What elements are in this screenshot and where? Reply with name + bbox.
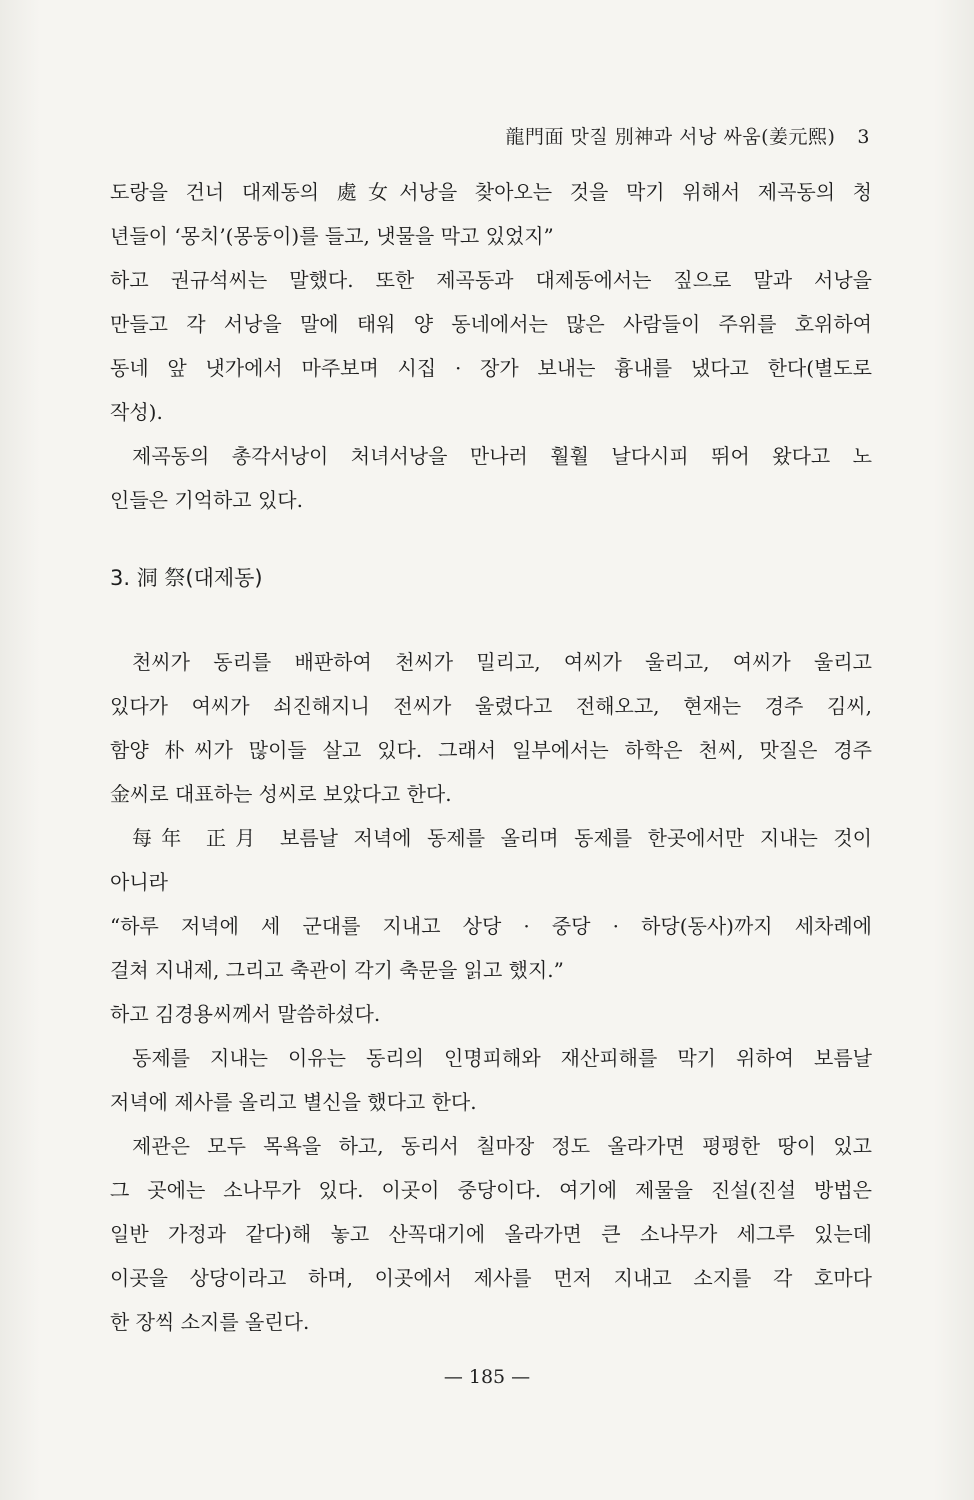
section-heading: 3. 洞 祭(대제동) — [110, 566, 263, 590]
text-line: 함양 朴씨가 많이들 살고 있다. 그래서 일부에서는 하학은 천씨, 맛질은 경주 — [110, 738, 872, 762]
text-line: 도랑을 건너 대제동의 處女서낭을 찾아오는 것을 막기 위해서 제곡동의 청 — [110, 180, 872, 204]
text-line: 그 곳에는 소나무가 있다. 이곳이 중당이다. 여기에 제물을 진설(진설 방법은 — [110, 1178, 872, 1202]
text-line: 만들고 각 서낭을 말에 태워 양 동네에서는 많은 사람들이 주위를 호위하여 — [110, 312, 872, 336]
header-title: 龍門面 맛질 別神과 서낭 싸움(姜元熙) — [505, 126, 836, 148]
text-line: 동네 앞 냇가에서 마주보며 시집 · 장가 보내는 흉내를 냈다고 한다(별도로 — [110, 356, 872, 380]
text-line: 金씨로 대표하는 성씨로 보았다고 한다. — [110, 782, 452, 806]
text-line: “하루 저녁에 세 군대를 지내고 상당 · 중당 · 하당(동사)까지 세차례에 — [110, 914, 872, 938]
text-line: 아니라 — [110, 870, 168, 894]
text-line: 하고 권규석씨는 말했다. 또한 제곡동과 대제동에서는 짚으로 말과 서낭을 — [110, 268, 872, 292]
text-line: 제관은 모두 목욕을 하고, 동리서 칠마장 정도 올라가면 평평한 땅이 있고 — [132, 1134, 872, 1158]
text-line: 저녁에 제사를 올리고 별신을 했다고 한다. — [110, 1090, 477, 1114]
text-line: 천씨가 동리를 배판하여 천씨가 밀리고, 여씨가 울리고, 여씨가 울리고 — [132, 650, 872, 674]
paragraph-block-2 — [110, 640, 872, 1344]
text-line: 한 장씩 소지를 올린다. — [110, 1310, 310, 1334]
header-page-number: 3 — [857, 126, 870, 148]
text-line: 이곳을 상당이라고 하며, 이곳에서 제사를 먼저 지내고 소지를 각 호마다 — [110, 1266, 872, 1290]
text-line: 인들은 기억하고 있다. — [110, 488, 303, 512]
text-line: 년들이 ‘몽치’(몽둥이)를 들고, 냇물을 막고 있었지” — [110, 224, 554, 248]
text-line: 작성). — [110, 400, 163, 424]
running-header — [505, 122, 870, 149]
text-line: 걸쳐 지내제, 그리고 축관이 각기 축문을 읽고 했지.” — [110, 958, 564, 982]
text-line: 하고 김경용씨께서 말씀하셨다. — [110, 1002, 381, 1026]
text-line: 每年 正月 보름날 저녁에 동제를 올리며 동제를 한곳에서만 지내는 것이 — [132, 826, 872, 850]
text-line: 일반 가정과 같다)해 놓고 산꼭대기에 올라가면 큰 소나무가 세그루 있는데 — [110, 1222, 872, 1246]
page-folio: — 185 — — [443, 1366, 531, 1388]
text-line: 동제를 지내는 이유는 동리의 인명피해와 재산피해를 막기 위하여 보름날 — [132, 1046, 872, 1070]
paragraph-block-1 — [110, 170, 872, 522]
text-line: 제곡동의 총각서낭이 처녀서낭을 만나러 훨훨 날다시피 뛰어 왔다고 노 — [132, 444, 872, 468]
text-line: 있다가 여씨가 쇠진해지니 전씨가 울렸다고 전해오고, 현재는 경주 김씨, — [110, 694, 872, 718]
